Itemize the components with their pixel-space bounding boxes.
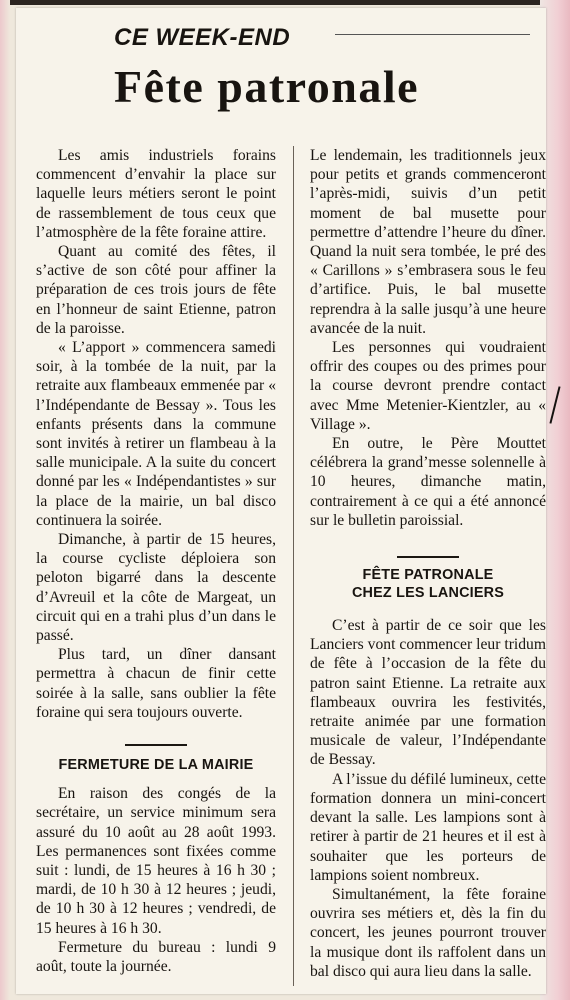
article-headline: Fête patronale (114, 61, 420, 112)
main-paragraph: Plus tard, un dîner dansant permettra à chacun de finir cette soirée à la salle, sans oublier la fête foraine qui sera toujours ouverte. (36, 646, 276, 721)
mairie-paragraph: En raison des congés de la secrétaire, un service minimum sera assuré du 10 août au 28 août 1993. Les permanences sont fixées comme suit : lundi, de 15 heures à 16 h 30 ; mardi, de 10 h 30 à 12 heures ; jeudi, de 10 h 30 à 12 heures ; vendredi, de 15 heures à 16 h 30. (36, 785, 276, 937)
lanciers-paragraph: Simultanément, la fête foraine ouvrira ses métiers et, dès la fin du concert, les jeunes pourront trouver la musique dont ils raffolent dans un bal disco qui aura lieu dans la salle. (310, 885, 546, 980)
left-column (36, 146, 276, 976)
main-paragraph: Les amis industriels forains commencent d’envahir la place sur laquelle leurs métiers seront le point de rassemblement de tous ceux que l’atmosphère de la fête foraine attire. (36, 147, 276, 241)
main-paragraph: « L’apport » commencera samedi soir, à la tombée de la nuit, par la retraite aux flambeaux emmenée par « l’Indépendante de Bessay ». Tous les enfants présents dans la commune sont invités à retirer un flambeau à la salle municipale. A la suite du concert donné par les « Indépendantistes » sur la place de la mairie, un bal disco continuera la soirée. (36, 339, 276, 529)
right-column (310, 146, 546, 981)
mairie-paragraph: Fermeture du bureau : lundi 9 août, toute la journée. (36, 938, 276, 975)
lanciers-paragraph: A l’issue du défilé lumineux, cette formation donnera un mini-concert devant la salle. Les lampions sont à retirer à partir de 21 heures et il est à souhaiter que les porteurs de lampions soient nombreux. (310, 770, 546, 884)
mairie-heading: FERMETURE DE LA MAIRIE (58, 757, 254, 774)
main-continuation-paragraph: Le lendemain, les traditionnels jeux pour petits et grands commenceront l’après-midi, suivis d’un petit moment de bal musette pour permettre d’attendre l’heure du dîner. Quand la nuit sera tombée, le pré des « Carillons » s’embrasera sous le feu d’artifice. Puis, le bal musette reprendra à la salle jusqu’à une heure avancée de la nuit. (310, 147, 546, 337)
main-continuation-paragraph: En outre, le Père Mouttet célébrera la grand’messe solennelle à 10 heures, dimanche matin, contrairement à ce qui a été annoncé sur le bulletin paroissial. (310, 435, 546, 529)
main-paragraph: Quant au comité des fêtes, il s’active de son côté pour affiner la préparation de ces trois jours de fête en l’honneur de saint Etienne, patron de la paroisse. (36, 243, 276, 337)
column-divider (293, 146, 294, 986)
kicker-rule (335, 34, 530, 35)
section-kicker: CE WEEK-END (114, 24, 291, 51)
adjacent-clipping-left (0, 0, 10, 1000)
main-continuation-paragraph: Les personnes qui voudraient offrir des coupes ou des primes pour la course devront prendre contact avec Mme Metenier-Kientzler, au « Village ». (310, 339, 546, 433)
main-paragraph: Dimanche, à partir de 15 heures, la course cycliste déploiera son peloton bigarré dans la descente d’Avreuil et la côte de Margeat, un circuit qui en a trahi plus d’un dans le passé. (36, 531, 276, 645)
page-top-edge (0, 0, 570, 5)
lanciers-heading-line2: CHEZ LES LANCIERS (351, 585, 505, 602)
lanciers-heading-line1: FÊTE PATRONALE (362, 567, 494, 584)
lanciers-paragraph: C’est à partir de ce soir que les Lanciers vont commencer leur tridum de fête à l’occasion de la fête du patron saint Etienne. La retraite aux flambeaux ouvrira les festivités, retraite animée par une formation musicale de valeur, l’Indépendante de Bessay. (310, 617, 546, 769)
